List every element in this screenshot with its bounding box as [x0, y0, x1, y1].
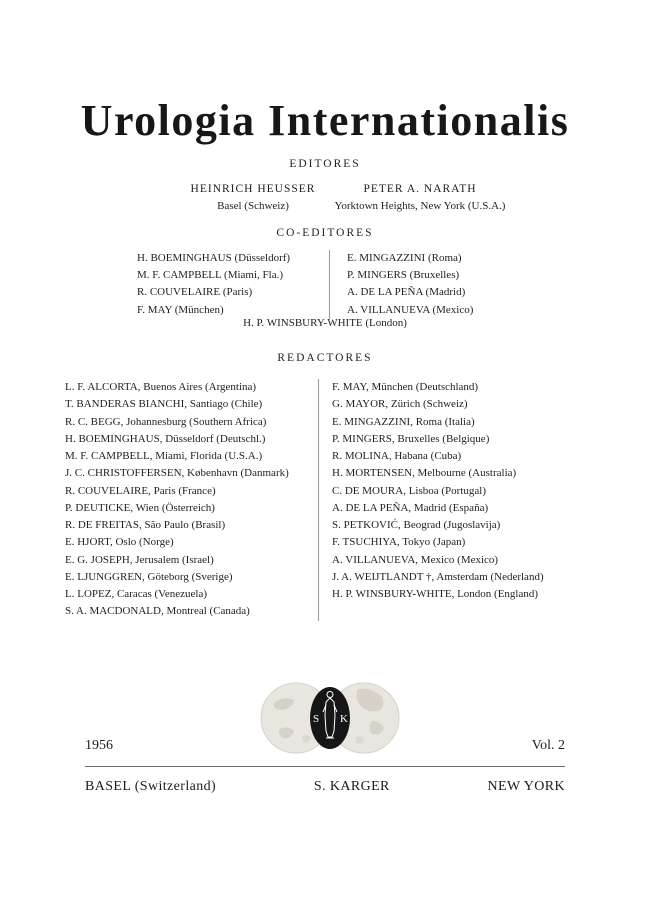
- coeditores-left-list: [137, 250, 329, 319]
- editor-name: HEINRICH HEUSSER: [190, 183, 316, 195]
- coeditor-entry: F. MAY (München): [137, 303, 224, 316]
- redactor-entry: S. A. MACDONALD, Montreal (Canada): [65, 605, 250, 618]
- redactor-entry: G. MAYOR, Zürich (Schweiz): [332, 398, 468, 411]
- imprint-karger: S. KARGER: [313, 779, 390, 794]
- redactor-entry: E. LJUNGGREN, Göteborg (Sverige): [65, 570, 233, 583]
- redactor-entry: H. MORTENSEN, Melbourne (Australia): [332, 467, 517, 480]
- editor-narath: [280, 183, 560, 212]
- redactor-entry: H. P. WINSBURY-WHITE, London (England): [332, 588, 539, 600]
- redactor-entry: J. A. WEIJTLANDT †, Amsterdam (Nederland): [332, 570, 544, 583]
- redactores-heading: REDACTORES: [277, 352, 373, 364]
- coeditores-right-list: [330, 250, 547, 319]
- volume-label: Vol. 2: [531, 738, 565, 753]
- redactor-entry: T. BANDERAS BIANCHI, Santiago (Chile): [65, 398, 263, 411]
- redactor-entry: F. TSUCHIYA, Tokyo (Japan): [332, 536, 466, 549]
- coeditor-entry: P. MINGERS (Bruxelles): [347, 269, 460, 282]
- coeditor-entry: E. MINGAZZINI (Roma): [347, 252, 462, 264]
- redactor-entry: E. G. JOSEPH, Jerusalem (Israel): [65, 553, 214, 566]
- redactor-entry: C. DE MOURA, Lisboa (Portugal): [332, 484, 486, 497]
- redactor-entry: P. DEUTICKE, Wien (Österreich): [65, 501, 215, 514]
- redactores-left-list: [65, 379, 318, 621]
- redactores-columns: [65, 379, 632, 621]
- redactor-entry: R. C. BEGG, Johannesburg (Southern Africa): [65, 415, 267, 428]
- imprint-basel: BASEL (Switzerland): [85, 779, 217, 794]
- redactor-entry: J. C. CHRISTOFFERSEN, København (Danmark): [65, 467, 289, 480]
- footer-rule: [85, 766, 565, 767]
- coeditor-entry: A. DE LA PEÑA (Madrid): [347, 286, 466, 299]
- redactor-entry: L. F. ALCORTA, Buenos Aires (Argentina): [65, 381, 257, 393]
- redactor-entry: P. MINGERS, Bruxelles (Belgique): [332, 432, 490, 445]
- coeditor-entry: H. BOEMINGHAUS (Düsseldorf): [137, 252, 291, 264]
- redactor-entry: R. MOLINA, Habana (Cuba): [332, 450, 462, 462]
- year-label: 1956: [85, 738, 113, 753]
- coeditor-entry: R. COUVELAIRE (Paris): [137, 286, 253, 299]
- redactor-entry: H. BOEMINGHAUS, Düsseldorf (Deutschl.): [65, 432, 266, 445]
- logo-letter-s: S: [312, 713, 320, 725]
- coeditor-entry: M. F. CAMPBELL (Miami, Fla.): [137, 269, 283, 282]
- redactor-entry: R. COUVELAIRE, Paris (France): [65, 484, 216, 497]
- redactor-entry: S. PETKOVIĆ, Beograd (Jugoslavija): [332, 519, 501, 531]
- editor-location: Yorktown Heights, New York (U.S.A.): [334, 200, 506, 212]
- publisher-imprint: [85, 779, 565, 795]
- redactor-entry: M. F. CAMPBELL, Miami, Florida (U.S.A.): [65, 450, 263, 462]
- redactor-entry: L. LOPEZ, Caracas (Venezuela): [65, 588, 208, 600]
- redactor-entry: E. HJORT, Oslo (Norge): [65, 536, 174, 549]
- editores-heading: EDITORES: [289, 158, 361, 170]
- redactor-entry: E. MINGAZZINI, Roma (Italia): [332, 415, 475, 428]
- coeditores-columns: [137, 250, 547, 319]
- redactor-entry: R. DE FREITAS, São Paulo (Brasil): [65, 519, 226, 531]
- coeditor-center-entry: H. P. WINSBURY-WHITE (London): [243, 317, 407, 329]
- redactores-right-list: [319, 379, 632, 621]
- logo-letter-k: K: [340, 713, 348, 725]
- redactor-entry: A. DE LA PEÑA, Madrid (España): [332, 501, 489, 514]
- coeditor-entry: A. VILLANUEVA (Mexico): [347, 303, 474, 316]
- volume-row: [85, 738, 565, 754]
- redactor-entry: F. MAY, München (Deutschland): [332, 381, 479, 393]
- redactor-entry: A. VILLANUEVA, Mexico (Mexico): [332, 553, 499, 566]
- coeditores-heading: CO-EDITORES: [276, 227, 374, 239]
- editor-name: PETER A. NARATH: [363, 183, 477, 195]
- imprint-newyork: NEW YORK: [487, 779, 565, 794]
- editor-location: Basel (Schweiz): [217, 200, 289, 212]
- journal-title: Urologia Internationalis: [80, 96, 570, 146]
